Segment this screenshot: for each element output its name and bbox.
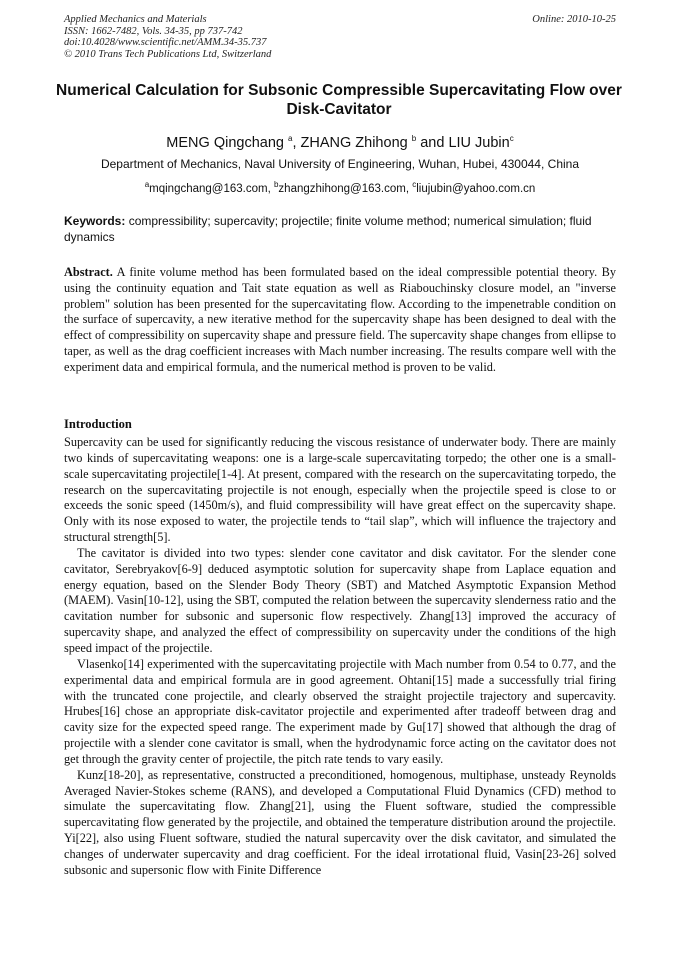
email-address: liujubin@yahoo.com.cn (416, 182, 536, 195)
author-affil-mark: b (411, 134, 417, 143)
author-name: LIU Jubin (448, 134, 510, 151)
email-address: zhangzhihong@163.com (278, 182, 406, 195)
email-list (64, 178, 616, 196)
introduction-body (64, 435, 616, 879)
paper-title: Numerical Calculation for Subsonic Compressible Supercavitating Flow over Disk-Cavitator (56, 82, 622, 118)
abstract-block (64, 265, 616, 376)
email-mark: c (412, 180, 417, 189)
email-separator: , (405, 182, 413, 195)
abstract-label: Abstract. (64, 265, 113, 279)
journal-copyright: © 2010 Trans Tech Publications Ltd, Switzerland (64, 48, 272, 60)
author-affil-mark: c (509, 134, 514, 143)
author-separator: , (292, 134, 301, 151)
email-mark: a (144, 180, 150, 189)
journal-header (64, 14, 616, 60)
email-address: mqingchang@163.com (149, 182, 268, 195)
keywords-block (64, 214, 616, 245)
affiliation: Department of Mechanics, Naval University of Engineering, Wuhan, Hubei, 430044, China (100, 157, 580, 171)
author-name: MENG Qingchang (166, 134, 284, 151)
author-separator: and (416, 134, 449, 151)
body-paragraph: Vlasenko[14] experimented with the supercavitating projectile with Mach number from 0.54 to 0.77, and the experimental data and empirical formula are in good agreement. Ohtani[15] made a successfully trial firing with the truncated cone projectile, and clearly observed the straight projectile trajectory and supercavity. Hrubes[16] chose an appropriate disk-cavitator projectile and experimented after tradeoff between drag and cavity size for the expected speed range. The experiment made by Gu[17] showed that although the drag of projectile with a slender cone cavitator is small, when the hydrodynamic force acting on the cavitator does not get through the gravity center of projectile, the pitch rate tends to vary easily. (64, 656, 616, 766)
journal-doi: doi:10.4028/www.scientific.net/AMM.34-35.737 (64, 37, 267, 48)
body-paragraph: The cavitator is divided into two types: slender cone cavitator and disk cavitator. For the slender cone cavitator, Serebryakov[6-9] deduced asymptotic solution for supercavity shape from Laplace equation and energy equation, based on the Slender Body Theory (SBT) and Matched Asymptotic Expansion Method (MAEM). Vasin[10-12], using the SBT, computed the relation between the supercavity slenderness ratio and the cavitation number for subsonic and supersonic flow respectively. Zhang[13] improved the accuracy of supercavity shape, and analyzed the effect of compressibility on supercavity under the conditions of the high speed impact of the projectile. (64, 545, 616, 655)
email-separator: , (267, 182, 274, 195)
journal-name: Applied Mechanics and Materials (64, 14, 207, 25)
keywords-text: compressibility; supercavity; projectile; finite volume method; numerical simulation; fluid dynamics (64, 214, 592, 244)
body-paragraph: Supercavity can be used for significantly reducing the viscous resistance of underwater body. There are mainly two kinds of supercavitating weapons: one is a large-scale supercavitating torpedo; the other one is a small-scale supercavitating projectile[1-4]. At present, compared with the research on the supercavitating torpedo, the research on the supercavitating projectile is not enough, especially when the projectile speed is close to or exceeds the sonic speed (1450m/s), and fluid compressibility will have great effect on the supercavity shape. Only with its nose exposed to water, the projectile tends to “tail slap”, which will influence the trajectory and structural strength[5]. (64, 435, 616, 545)
section-heading-introduction: Introduction (64, 417, 132, 431)
email-mark: b (273, 180, 279, 189)
author-affil-mark: a (288, 134, 293, 143)
abstract-text: A finite volume method has been formulated based on the ideal compressible potential theory. By using the continuity equation and Tait state equation as well as Riabouchinsky closure model, an "inverse problem" solution has been presented for the supercavitating flow. According to the impenetrable condition on the surface of supercavity, a new iterative method for the supercavity shape has been designed to deal with the effect of compressibility on supercavity shape and pressure field. The supercavity shape changes from ellipse to taper, as well as the drag coefficient increases with Mach number increasing. The results compare well with the experiment data and empirical formula, and the numerical method is proven to be valid. (64, 265, 616, 374)
journal-issn: ISSN: 1662-7482, Vols. 34-35, pp 737-742 (64, 25, 243, 37)
body-paragraph: Kunz[18-20], as representative, constructed a preconditioned, homogenous, multiphase, unsteady Reynolds Averaged Navier-Stokes scheme (RANS), and developed a Computational Fluid Dynamics (CFD) method to simulate the supercavitating flow. Zhang[21], using the Fluent software, studied the compressible supercavitating flow generated by the projectile, and obtained the temperature distribution around the projectile. Yi[22], also using Fluent software, studied the natural supercavity over the disk cavitator, and simulated the changes of underwater supercavity and drag coefficient. For the ideal irrotational fluid, Vasin[23-26] solved subsonic and supersonic flow with Finite Difference (64, 767, 616, 877)
online-date: Online: 2010-10-25 (532, 14, 616, 25)
keywords-label: Keywords: (64, 214, 126, 228)
author-list (64, 130, 616, 152)
author-name: ZHANG Zhihong (300, 134, 408, 151)
